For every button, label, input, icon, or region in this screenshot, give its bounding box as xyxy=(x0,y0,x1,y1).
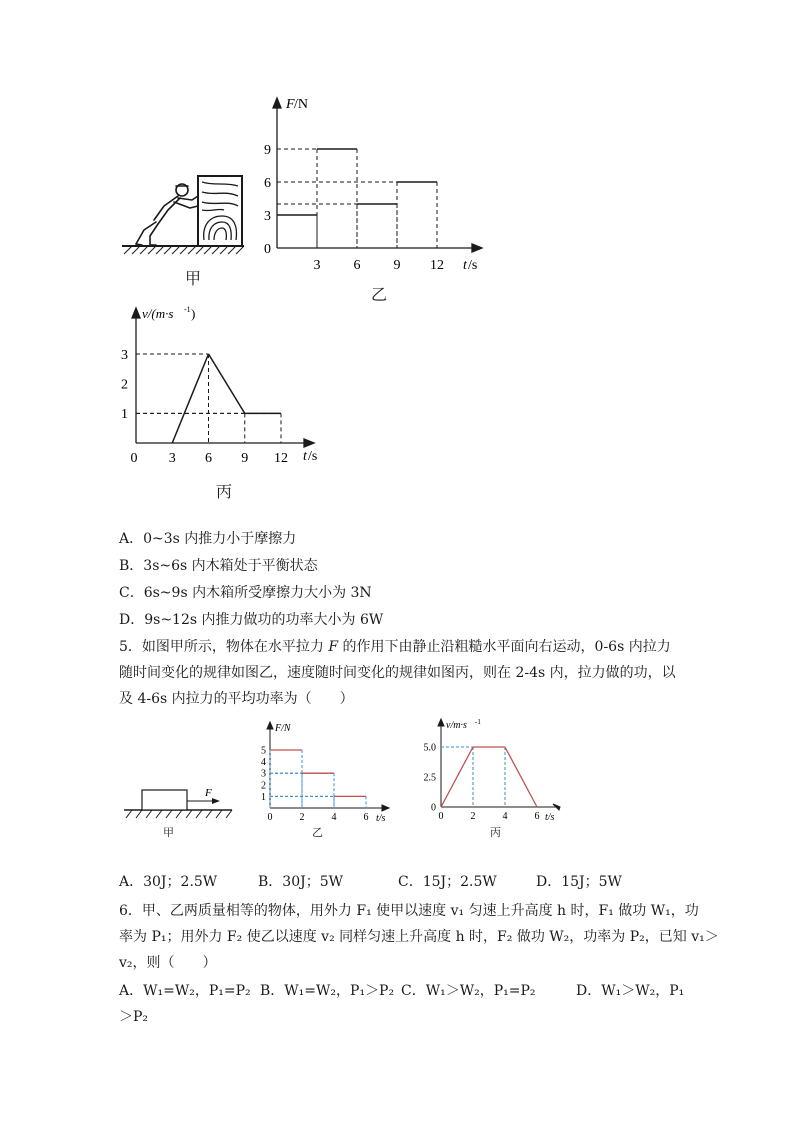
q5-velocity-chart-x-tick-label: 0 xyxy=(438,811,444,822)
force-chart-xlabel-unit: /s xyxy=(468,258,478,272)
q5-text-part2: 的作用下由静止沿粗糙水平面向右运动，0-6s 内拉力随时间变化的规律如图乙，速度随时间变化的规律如图丙，则在 2-4s 内，拉力做的功，以及 4-6s 内拉力的平均功率为（ ） xyxy=(119,639,676,707)
force-chart-x-tick-label: 3 xyxy=(313,258,321,272)
figure-jia-pushing-crate xyxy=(118,170,248,260)
force-chart-x-tick-label: 12 xyxy=(430,258,444,272)
velocity-chart-y-tick-label: 1 xyxy=(121,407,128,423)
force-chart-y-tick-label: 6 xyxy=(264,175,271,191)
figure-bing-caption: 丙 xyxy=(216,482,233,501)
q5-velocity-chart-y-tick-label: 2.5 xyxy=(423,772,436,784)
q4-option-d[interactable]: D．9s~12s 内推力做功的功率大小为 6W xyxy=(119,612,384,628)
q6-line3: v₂，则（ ） xyxy=(119,955,217,971)
q5-velocity-chart-y-tick-label: 0 xyxy=(431,802,436,814)
q6-line2: 率为 P₁；用外力 F₂ 使乙以速度 v₂ 同样匀速上升高度 h 时，F₂ 做功 W₂，功率为 P₂，已知 v₁＞ xyxy=(119,929,719,945)
q5-force-axis-label: F/N xyxy=(275,723,291,734)
velocity-chart-series-segment xyxy=(209,354,245,413)
q5-arrow-label: F xyxy=(205,787,212,799)
q5-velocity-chart-x-tick-label: 6 xyxy=(534,811,540,822)
force-chart-ylabel-var: F xyxy=(286,97,295,112)
velocity-chart-x-tick-label: 3 xyxy=(168,451,176,466)
force-chart-x-tick-label: 9 xyxy=(393,258,401,272)
q6-stem-line1 xyxy=(119,898,699,924)
q5-option-c[interactable]: C．15J；2.5W xyxy=(398,874,497,890)
q5-velocity-chart-y-tick-label: 5.0 xyxy=(423,742,436,754)
figure-jia-caption: 甲 xyxy=(185,269,202,288)
force-chart-ylabel-unit: /N xyxy=(294,97,308,112)
q4-option-a[interactable]: A．0~3s 内推力小于摩擦力 xyxy=(119,531,297,547)
q5-var-f: F xyxy=(328,639,339,655)
q6-option-d[interactable]: D．W₁＞W₂，P₁ xyxy=(576,983,685,999)
q5-force-chart-x-tick-label: 4 xyxy=(331,812,337,823)
q5-figure-jia-caption: 甲 xyxy=(163,826,174,839)
velocity-chart-series-segment xyxy=(172,354,208,443)
q5-velocity-chart-series-segment xyxy=(441,747,473,807)
q5-velocity-axis-sup: -1 xyxy=(475,718,481,726)
q5-force-chart-y-tick-label: 4 xyxy=(261,757,266,769)
q5-force-chart-x-tick-label: 0 xyxy=(267,812,273,823)
velocity-chart-ylabel-end: ) xyxy=(191,306,196,321)
force-time-chart xyxy=(258,92,498,272)
q5-velocity-chart-x-tick-label: 4 xyxy=(502,811,508,822)
velocity-time-chart xyxy=(118,300,338,470)
velocity-chart-y-tick-label: 3 xyxy=(121,347,128,363)
q4-option-b[interactable]: B．3s~6s 内木箱处于平衡状态 xyxy=(119,558,318,574)
velocity-chart-xlabel-var: t xyxy=(303,449,307,464)
velocity-chart-x-tick-label: 12 xyxy=(274,451,288,466)
q6-option-c[interactable]: C．W₁＞W₂，P₁=P₂ xyxy=(401,983,536,999)
q5-option-b[interactable]: B．30J；5W xyxy=(258,874,344,890)
velocity-chart-ylabel-sup: -1 xyxy=(184,305,191,314)
q6-option-a[interactable]: A．W₁=W₂，P₁=P₂ xyxy=(119,983,251,999)
q5-figure-yi-caption: 乙 xyxy=(312,826,323,839)
q5-force-time-axis-label: t/s xyxy=(376,813,386,824)
q5-figure-jia-block xyxy=(120,780,235,840)
q5-figure-bing-caption: 丙 xyxy=(490,826,501,839)
q5-number: 5． xyxy=(119,639,142,655)
velocity-chart-x-tick-label: 9 xyxy=(241,451,249,466)
velocity-chart-x-tick-label: 6 xyxy=(205,451,212,466)
velocity-chart-xlabel-unit: /s xyxy=(308,449,318,464)
q5-force-chart-y-tick-label: 3 xyxy=(261,768,266,780)
velocity-chart-origin-label: 0 xyxy=(130,451,138,466)
q6-number: 6． xyxy=(119,903,142,919)
q6-option-b[interactable]: B．W₁=W₂，P₁＞P₂ xyxy=(260,983,395,999)
velocity-chart-y-tick-label: 2 xyxy=(121,377,128,393)
q5-text-part1: 如图甲所示，物体在水平拉力 xyxy=(141,639,329,655)
q5-force-chart-y-tick-label: 5 xyxy=(261,745,266,757)
force-chart-xlabel-var: t xyxy=(463,258,467,272)
q5-velocity-time-axis-label: t/s xyxy=(545,812,555,823)
q5-force-chart-y-tick-label: 1 xyxy=(261,791,266,803)
q5-stem xyxy=(119,634,679,712)
q5-force-chart-x-tick-label: 2 xyxy=(299,812,305,823)
figure-yi-caption: 乙 xyxy=(371,285,388,304)
q4-option-c[interactable]: C．6s~9s 内木箱所受摩擦力大小为 3N xyxy=(119,585,372,601)
q5-force-chart-y-tick-label: 2 xyxy=(261,780,266,792)
q5-velocity-chart-series-segment xyxy=(505,747,537,807)
force-chart-y-tick-label: 9 xyxy=(264,142,271,158)
velocity-chart-ylabel: v/(m·s xyxy=(142,306,174,321)
force-chart-y-tick-label: 3 xyxy=(264,208,271,224)
q5-velocity-chart-x-tick-label: 2 xyxy=(470,811,476,822)
q6-line1: 甲、乙两质量相等的物体，用外力 F₁ 使甲以速度 v₁ 匀速上升高度 h 时，F₁ 做功 W₁，功 xyxy=(141,903,699,919)
q6-option-d-wrap: ＞P₂ xyxy=(119,1009,149,1025)
force-chart-x-tick-label: 6 xyxy=(353,258,361,272)
force-chart-y-tick-label: 0 xyxy=(264,241,271,257)
q5-option-d[interactable]: D．15J；5W xyxy=(536,874,622,890)
q5-force-time-chart xyxy=(255,718,395,826)
q5-option-a[interactable]: A．30J；2.5W xyxy=(119,874,218,890)
q5-velocity-axis-label: v/m·s xyxy=(446,720,467,731)
q5-force-chart-x-tick-label: 6 xyxy=(363,812,369,823)
q5-velocity-time-chart xyxy=(420,716,565,828)
